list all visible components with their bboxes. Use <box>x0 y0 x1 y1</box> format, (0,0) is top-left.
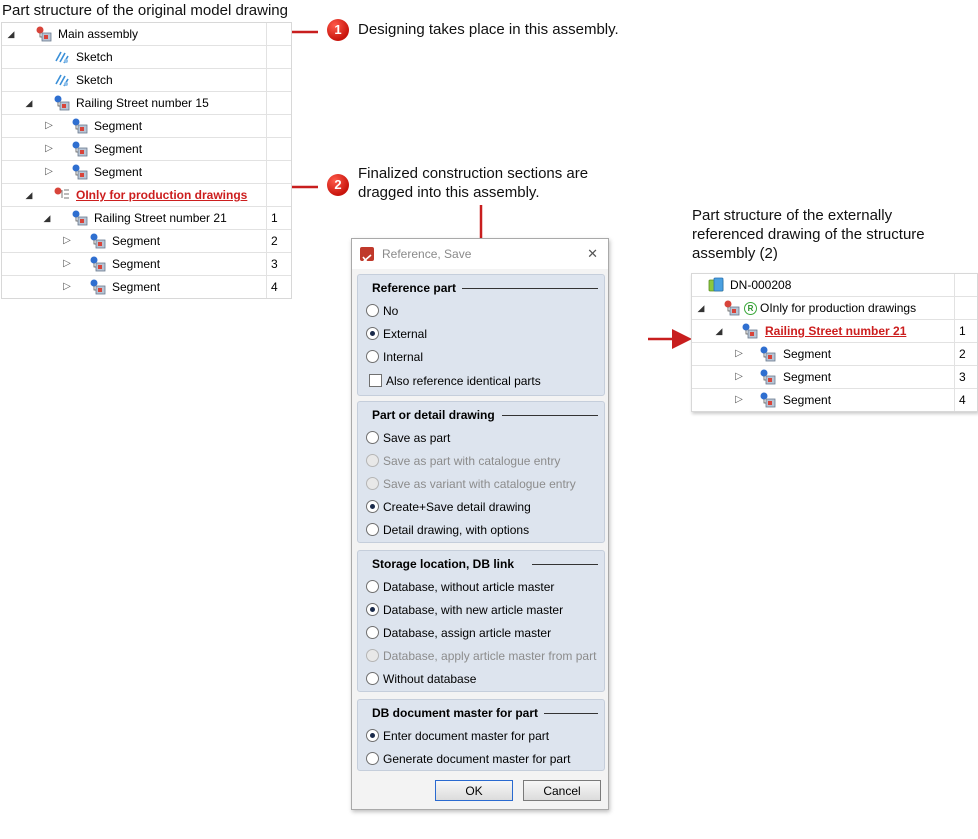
option-label: Save as part <box>383 431 451 445</box>
segment-icon <box>760 346 776 362</box>
expanded-icon[interactable]: ◢ <box>7 29 15 39</box>
tree-row-railing-21[interactable] <box>2 207 291 230</box>
option-label: Save as variant with catalogue entry <box>383 477 576 491</box>
position-number: 1 <box>266 207 290 229</box>
checkbox-identical-parts[interactable] <box>369 372 541 390</box>
radio-ref-no[interactable] <box>366 302 398 320</box>
sketch-icon <box>54 72 70 88</box>
radio-icon[interactable] <box>366 304 379 317</box>
collapsed-icon[interactable]: ▷ <box>45 120 53 131</box>
segment-icon <box>72 164 88 180</box>
close-icon[interactable]: ✕ <box>587 246 598 261</box>
option-label: Database, without article master <box>383 580 555 594</box>
right-part-tree <box>691 273 978 412</box>
position-number <box>266 184 290 206</box>
dialog-titlebar <box>352 239 608 269</box>
segment-icon <box>72 141 88 157</box>
note-2-line1: Finalized construction sections are <box>358 165 589 182</box>
position-number <box>266 161 290 183</box>
tree-row-label: DN-000208 <box>730 278 792 292</box>
tree-row-segment[interactable] <box>2 276 291 298</box>
collapsed-icon[interactable]: ▷ <box>45 166 53 177</box>
group-divider <box>462 288 598 289</box>
production-assembly-icon <box>54 187 70 203</box>
expanded-icon[interactable]: ◢ <box>25 190 33 200</box>
group-divider <box>532 564 598 565</box>
option-label: Generate document master for part <box>383 752 571 766</box>
group-header: Part or detail drawing <box>372 408 495 422</box>
radio-icon[interactable] <box>366 626 379 639</box>
tree-row-label: Railing Street number 21 <box>94 211 227 225</box>
tree-row-label: Sketch <box>76 50 113 64</box>
tree-row-segment[interactable] <box>2 138 291 161</box>
segment-icon <box>90 256 106 272</box>
segment-icon <box>760 392 776 408</box>
right-caption-line2: referenced drawing of the structure <box>692 226 925 243</box>
radio-selected-icon[interactable] <box>366 500 379 513</box>
collapsed-icon[interactable]: ▷ <box>45 143 53 154</box>
cancel-button[interactable]: Cancel <box>523 780 601 801</box>
tree-row-segment[interactable] <box>692 343 977 366</box>
radio-selected-icon[interactable] <box>366 603 379 616</box>
group-part-or-detail <box>357 401 605 543</box>
collapsed-icon[interactable]: ▷ <box>735 371 743 382</box>
note-1: Designing takes place in this assembly. <box>358 21 619 38</box>
tree-row-segment[interactable] <box>2 115 291 138</box>
radio-selected-icon[interactable] <box>366 327 379 340</box>
right-caption-line3: assembly (2) <box>692 245 778 262</box>
position-number <box>266 115 290 137</box>
radio-save-variant-catalogue[interactable] <box>366 475 576 493</box>
radio-create-save-detail[interactable] <box>366 498 531 516</box>
position-number <box>266 138 290 160</box>
option-label: Save as part with catalogue entry <box>383 454 561 468</box>
position-number <box>266 69 290 91</box>
tree-row-label: Sketch <box>76 73 113 87</box>
group-reference-part <box>357 274 605 396</box>
tree-row-label: Segment <box>783 393 832 407</box>
position-number: 3 <box>266 253 290 275</box>
segment-icon <box>90 233 106 249</box>
radio-db-assign-master[interactable] <box>366 624 551 642</box>
tree-row-label: Segment <box>94 119 143 133</box>
position-number <box>954 297 978 319</box>
tree-row-drawing-doc[interactable] <box>692 274 977 297</box>
radio-icon[interactable] <box>366 454 379 467</box>
right-caption-line1: Part structure of the externally <box>692 207 893 224</box>
sketch-icon <box>54 49 70 65</box>
radio-db-new-master[interactable] <box>366 601 563 619</box>
tree-row-production-drawings[interactable] <box>2 184 291 207</box>
radio-save-as-part[interactable] <box>366 429 450 447</box>
position-number: 4 <box>266 276 290 298</box>
expanded-icon[interactable]: ◢ <box>715 326 723 336</box>
segment-icon <box>72 118 88 134</box>
radio-without-database[interactable] <box>366 670 476 688</box>
left-tree-caption: Part structure of the original model drawing <box>2 2 288 19</box>
tree-row-segment[interactable] <box>2 253 291 276</box>
option-label: Also reference identical parts <box>386 374 541 388</box>
tree-row-segment[interactable] <box>692 366 977 389</box>
tree-row-label: Segment <box>94 165 143 179</box>
group-storage-location <box>357 550 605 692</box>
tree-row-label: Segment <box>94 142 143 156</box>
expanded-icon[interactable]: ◢ <box>697 303 705 313</box>
assembly-icon <box>72 210 88 226</box>
tree-row-label: OInly for production drawings <box>760 301 917 315</box>
group-header: Reference part <box>372 281 457 295</box>
tree-row-label: Segment <box>783 370 832 384</box>
radio-icon[interactable] <box>366 672 379 685</box>
option-label: Database, apply article master from part <box>383 649 597 663</box>
option-label: Database, with new article master <box>383 603 564 617</box>
group-header: Storage location, DB link <box>372 557 515 571</box>
checkbox-icon[interactable] <box>369 374 382 387</box>
tree-row-sketch[interactable] <box>2 69 291 92</box>
tree-row-segment[interactable] <box>2 161 291 184</box>
radio-icon[interactable] <box>366 523 379 536</box>
option-label: Internal <box>383 350 424 364</box>
expanded-icon[interactable]: ◢ <box>25 98 33 108</box>
tree-row-railing-15[interactable] <box>2 92 291 115</box>
tree-row-label: Railing Street number 15 <box>76 96 209 110</box>
radio-save-part-catalogue[interactable] <box>366 452 560 470</box>
tree-row-segment[interactable] <box>692 389 977 411</box>
ok-button[interactable]: OK <box>435 780 513 801</box>
option-label: Enter document master for part <box>383 729 550 743</box>
tree-row-segment[interactable] <box>2 230 291 253</box>
collapsed-icon[interactable]: ▷ <box>735 348 743 359</box>
radio-icon[interactable] <box>366 752 379 765</box>
collapsed-icon[interactable]: ▷ <box>63 281 71 292</box>
position-number: 2 <box>954 343 978 365</box>
tree-row-label: Segment <box>112 257 161 271</box>
segment-icon <box>90 279 106 295</box>
position-number <box>266 46 290 68</box>
tree-row-label: Segment <box>783 347 832 361</box>
tree-row-label: Segment <box>112 234 161 248</box>
reference-save-dialog <box>351 238 609 810</box>
note-2-line2: dragged into this assembly. <box>358 184 540 201</box>
position-number <box>266 23 290 45</box>
radio-detail-with-options[interactable] <box>366 521 529 539</box>
tree-row-label: OInly for production drawings <box>76 188 248 202</box>
position-number <box>954 274 978 296</box>
radio-enter-doc-master[interactable] <box>366 727 549 745</box>
position-number: 3 <box>954 366 978 388</box>
reference-r-icon: R <box>744 302 757 315</box>
tree-row-production-drawings[interactable] <box>692 297 977 320</box>
assembly-icon <box>724 300 740 316</box>
tree-row-label: Main assembly <box>58 27 139 41</box>
badge-2: 2 <box>327 174 349 196</box>
option-label: No <box>383 304 399 318</box>
left-part-tree <box>1 22 292 299</box>
radio-db-apply-master[interactable] <box>366 647 596 665</box>
radio-generate-doc-master[interactable] <box>366 750 570 768</box>
tree-row-label: Railing Street number 21 <box>765 324 907 338</box>
radio-icon[interactable] <box>366 350 379 363</box>
tree-row-label: Segment <box>112 280 161 294</box>
position-number: 4 <box>954 389 978 411</box>
option-label: Detail drawing, with options <box>383 523 530 537</box>
assembly-icon <box>742 323 758 339</box>
group-header: DB document master for part <box>372 706 539 720</box>
tree-row-main-assembly[interactable] <box>2 23 291 46</box>
group-doc-master <box>357 699 605 771</box>
dialog-title: Reference, Save <box>382 247 472 261</box>
app-icon <box>360 247 374 261</box>
radio-ref-internal[interactable] <box>366 348 423 366</box>
radio-selected-icon[interactable] <box>366 729 379 742</box>
option-label: Database, assign article master <box>383 626 552 640</box>
position-number: 1 <box>954 320 978 342</box>
position-number: 2 <box>266 230 290 252</box>
radio-icon[interactable] <box>366 580 379 593</box>
assembly-icon <box>54 95 70 111</box>
radio-icon[interactable] <box>366 431 379 444</box>
radio-icon[interactable] <box>366 649 379 662</box>
database-drawing-icon <box>708 277 724 293</box>
collapsed-icon[interactable]: ▷ <box>63 235 71 246</box>
badge-1: 1 <box>327 19 349 41</box>
tree-row-sketch[interactable] <box>2 46 291 69</box>
option-label: Without database <box>383 672 477 686</box>
segment-icon <box>760 369 776 385</box>
option-label: External <box>383 327 428 341</box>
tree-row-railing-21[interactable] <box>692 320 977 343</box>
position-number <box>266 92 290 114</box>
radio-ref-external[interactable] <box>366 325 427 343</box>
assembly-icon <box>36 26 52 42</box>
group-divider <box>502 415 598 416</box>
group-divider <box>544 713 598 714</box>
radio-icon[interactable] <box>366 477 379 490</box>
option-label: Create+Save detail drawing <box>383 500 531 514</box>
expanded-icon[interactable]: ◢ <box>43 213 51 223</box>
radio-db-without-master[interactable] <box>366 578 554 596</box>
collapsed-icon[interactable]: ▷ <box>63 258 71 269</box>
collapsed-icon[interactable]: ▷ <box>735 394 743 405</box>
